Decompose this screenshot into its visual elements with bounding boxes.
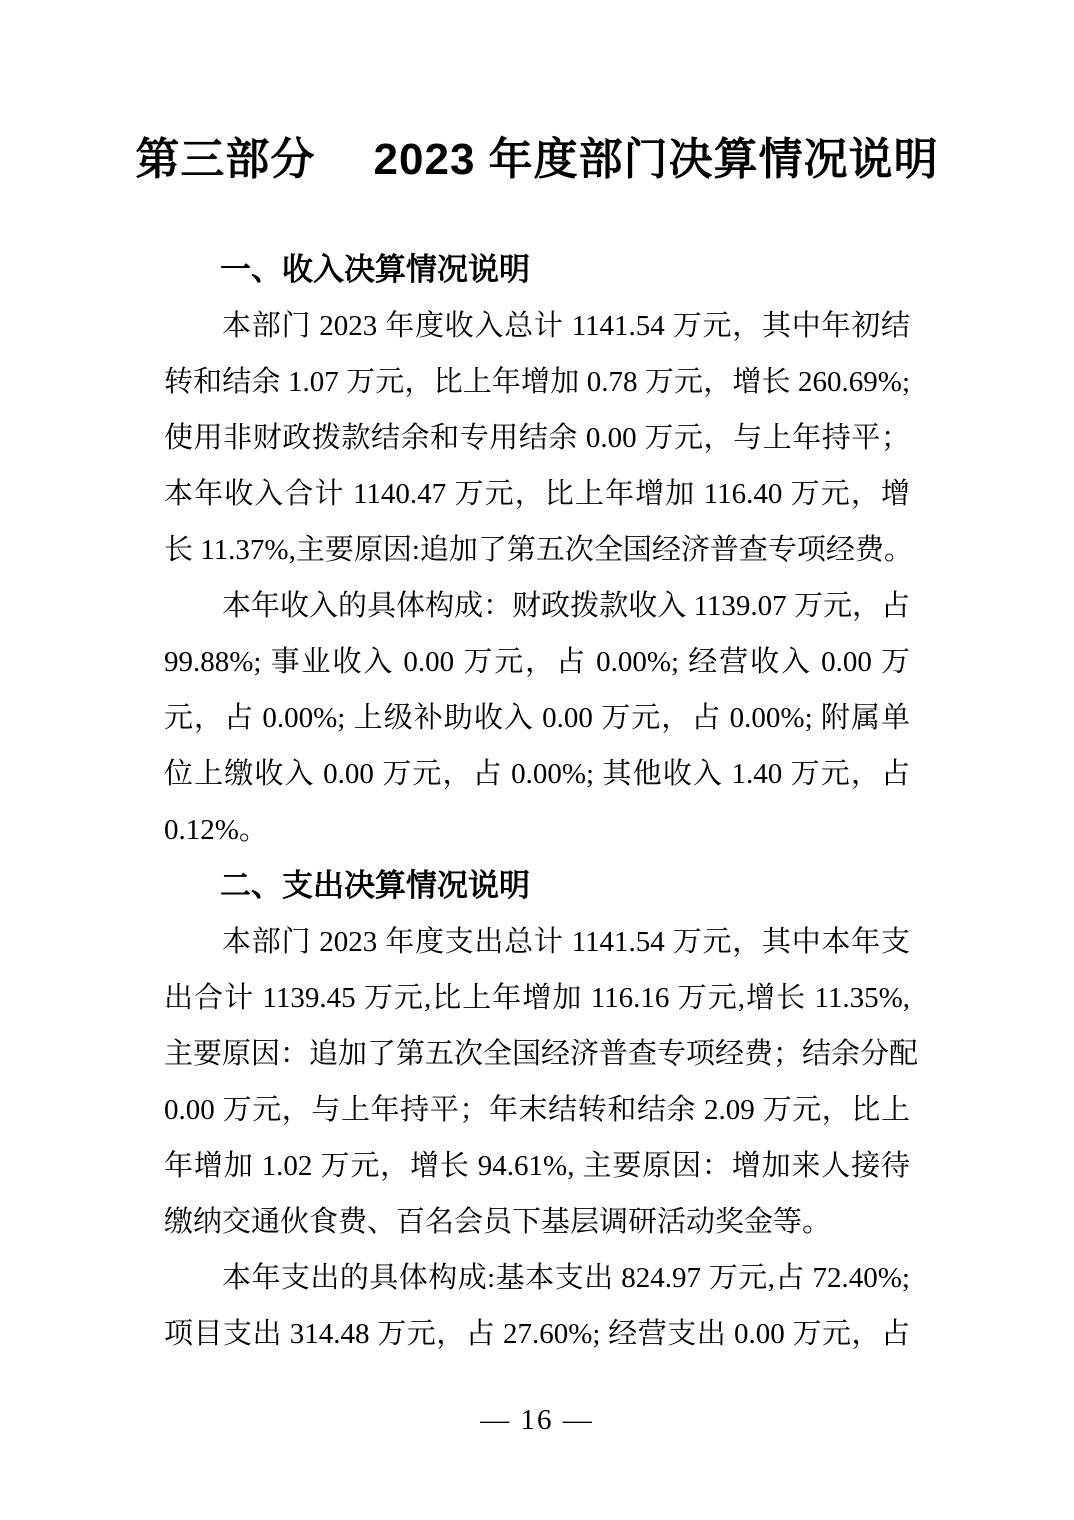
paragraph-line: 年增加 1.02 万元，增长 94.61%, 主要原因：增加来人接待 [164,1150,910,1182]
paragraph-line: 出合计 1139.45 万元,比上年增加 116.16 万元,增长 11.35%, [164,982,910,1014]
paragraph-line: 使用非财政拨款结余和专用结余 0.00 万元，与上年持平； [164,422,910,454]
section-heading-income: 一、收入决算情况说明 [220,252,530,287]
paragraph-line: 转和结余 1.07 万元，比上年增加 0.78 万元，增长 260.69%; [164,366,910,398]
paragraph-line: 本部门 2023 年度收入总计 1141.54 万元，其中年初结 [222,310,910,342]
paragraph-line: 缴纳交通伙食费、百名会员下基层调研活动奖金等。 [164,1206,832,1238]
section-heading-expenditure: 二、支出决算情况说明 [220,868,530,903]
paragraph-line: 元，占 0.00%; 上级补助收入 0.00 万元，占 0.00%; 附属单 [164,702,910,734]
document-body [164,242,919,1362]
paragraph-line: 0.12%。 [164,814,268,846]
paragraph-line: 99.88%; 事业收入 0.00 万元，占 0.00%; 经营收入 0.00 万 [164,646,910,678]
paragraph-line: 本年收入合计 1140.47 万元，比上年增加 116.40 万元，增 [164,478,910,510]
paragraph-line: 本部门 2023 年度支出总计 1141.54 万元，其中本年支 [222,926,910,958]
page-number: — 16 — [480,1404,594,1436]
paragraph-line: 位上缴收入 0.00 万元，占 0.00%; 其他收入 1.40 万元，占 [164,758,910,790]
paragraph-line: 本年支出的具体构成:基本支出 824.97 万元,占 72.40%; [222,1262,910,1294]
paragraph-line: 长 11.37%,主要原因:追加了第五次全国经济普查专项经费。 [164,534,913,566]
paragraph-line: 0.00 万元，与上年持平；年末结转和结余 2.09 万元，比上 [164,1094,910,1126]
paragraph-line: 主要原因：追加了第五次全国经济普查专项经费；结余分配 [164,1038,919,1070]
paragraph-line: 本年收入的具体构成：财政拨款收入 1139.07 万元，占 [222,590,910,622]
document-title: 第三部分 2023 年度部门决算情况说明 [135,135,939,184]
paragraph-line: 项目支出 314.48 万元，占 27.60%; 经营支出 0.00 万元，占 [164,1318,910,1350]
